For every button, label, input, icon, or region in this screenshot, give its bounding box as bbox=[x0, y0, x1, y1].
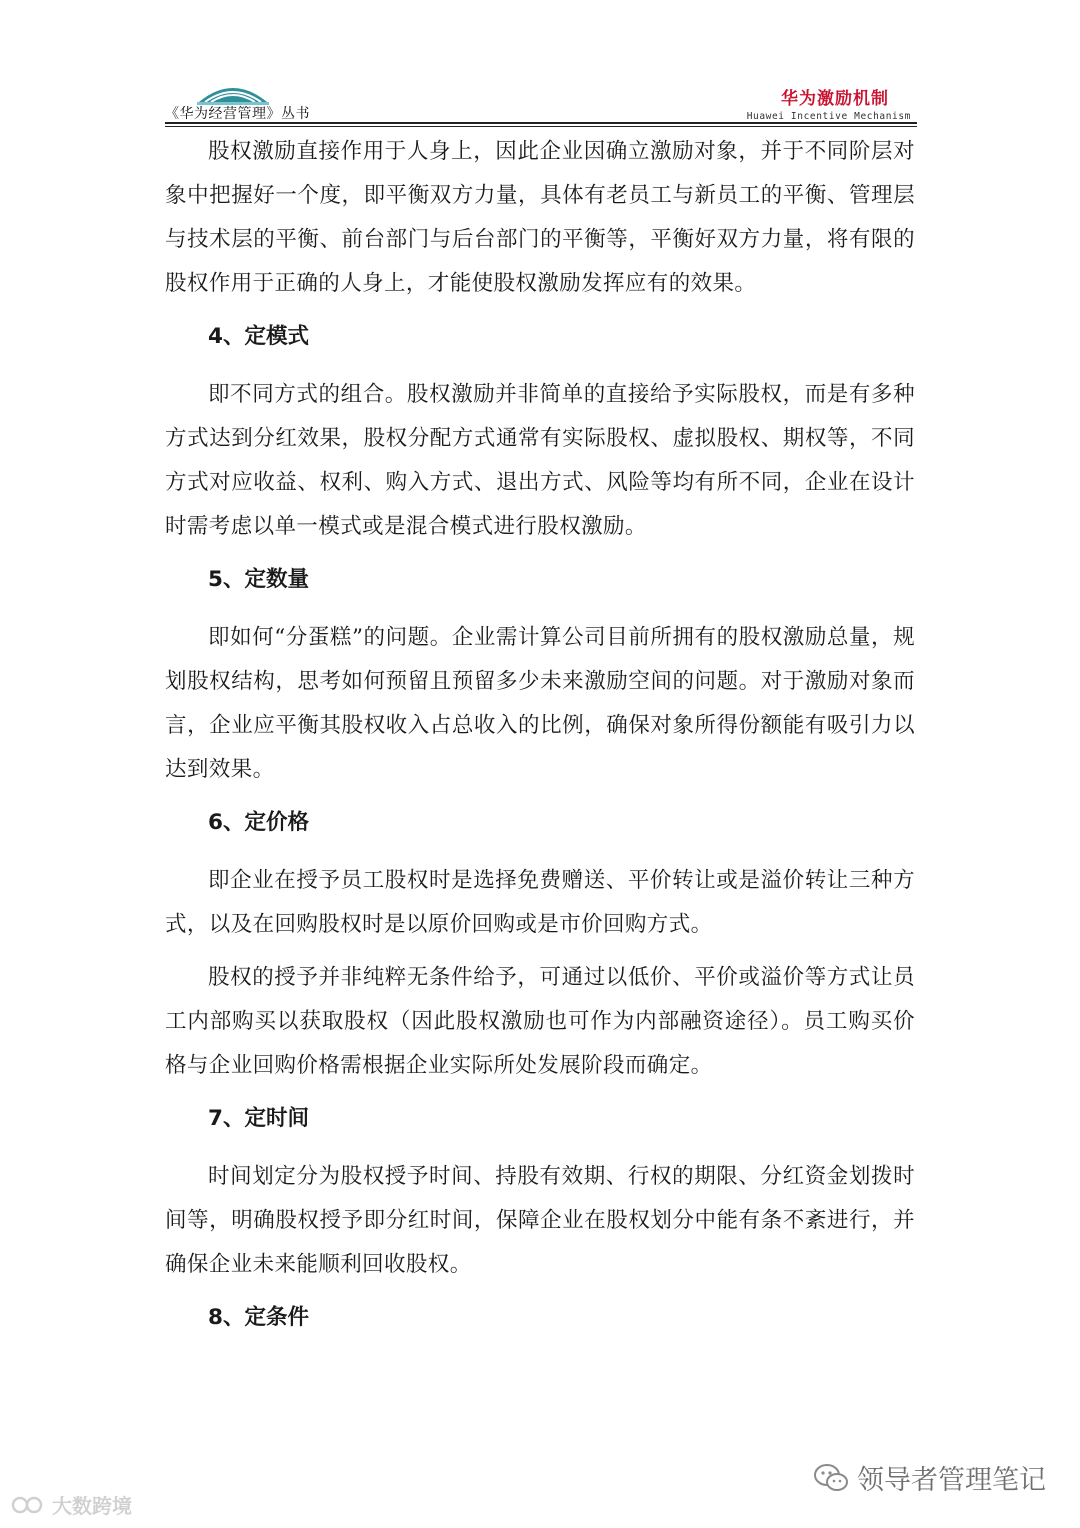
section-heading: 5、定数量 bbox=[208, 567, 309, 592]
section-heading: 8、定条件 bbox=[208, 1305, 309, 1330]
series-title: 《华为经营管理》丛书 bbox=[165, 106, 310, 122]
wechat-icon bbox=[813, 1463, 849, 1493]
header-rule-thin bbox=[165, 126, 917, 127]
wechat-watermark bbox=[813, 1458, 1046, 1497]
brand-title: 华为激励机制 bbox=[781, 89, 889, 109]
section-heading: 4、定模式 bbox=[208, 324, 309, 349]
source-watermark bbox=[8, 1490, 132, 1519]
watermark-text: 大数跨境 bbox=[52, 1494, 132, 1518]
paragraph: 股权激励直接作用于人身上，因此企业因确立激励对象，并于不同阶层对象中把握好一个度，即平衡双方力量，具体有老员工与新员工的平衡、管理层与技术层的平衡、前台部门与后台部门的平衡等，平衡好双方力量，将有限的股权作用于正确的人身上，才能使股权激励发挥应有的效果。 bbox=[165, 139, 915, 296]
header-rule bbox=[165, 122, 917, 124]
watermark-text: 领导者管理笔记 bbox=[857, 1465, 1046, 1496]
mountain-logo-icon bbox=[197, 76, 269, 106]
paragraph: 时间划定分为股权授予时间、持股有效期、行权的期限、分红资金划拨时间等，明确股权授予即分红时间，保障企业在股权划分中能有条不紊进行，并确保企业未来能顺利回收股权。 bbox=[165, 1164, 915, 1277]
paragraph: 即如何“分蛋糕”的问题。企业需计算公司目前所拥有的股权激励总量，规划股权结构，思考如何预留且预留多少未来激励空间的问题。对于激励对象而言，企业应平衡其股权收入占总收入的比例，确保对象所得份额能有吸引力以达到效果。 bbox=[165, 625, 915, 782]
paragraph: 即不同方式的组合。股权激励并非简单的直接给予实际股权，而是有多种方式达到分红效果，股权分配方式通常有实际股权、虚拟股权、期权等，不同方式对应收益、权利、购入方式、退出方式、风险等均有所不同，企业在设计时需考虑以单一模式或是混合模式进行股权激励。 bbox=[165, 382, 915, 539]
section-heading: 6、定价格 bbox=[208, 810, 309, 835]
paragraph: 股权的授予并非纯粹无条件给予，可通过以低价、平价或溢价等方式让员工内部购买以获取股权（因此股权激励也可作为内部融资途径）。员工购买价格与企业回购价格需根据企业实际所处发展阶段而确定。 bbox=[165, 965, 915, 1078]
paragraph: 即企业在授予员工股权时是选择免费赠送、平价转让或是溢价转让三种方式，以及在回购股权时是以原价回购或是市价回购方式。 bbox=[165, 868, 915, 937]
brand-subtitle: Huawei Incentive Mechanism bbox=[746, 111, 911, 122]
link-icon bbox=[8, 1494, 48, 1516]
document-body bbox=[165, 130, 915, 1354]
page-header bbox=[165, 72, 917, 128]
section-heading: 7、定时间 bbox=[208, 1106, 309, 1131]
